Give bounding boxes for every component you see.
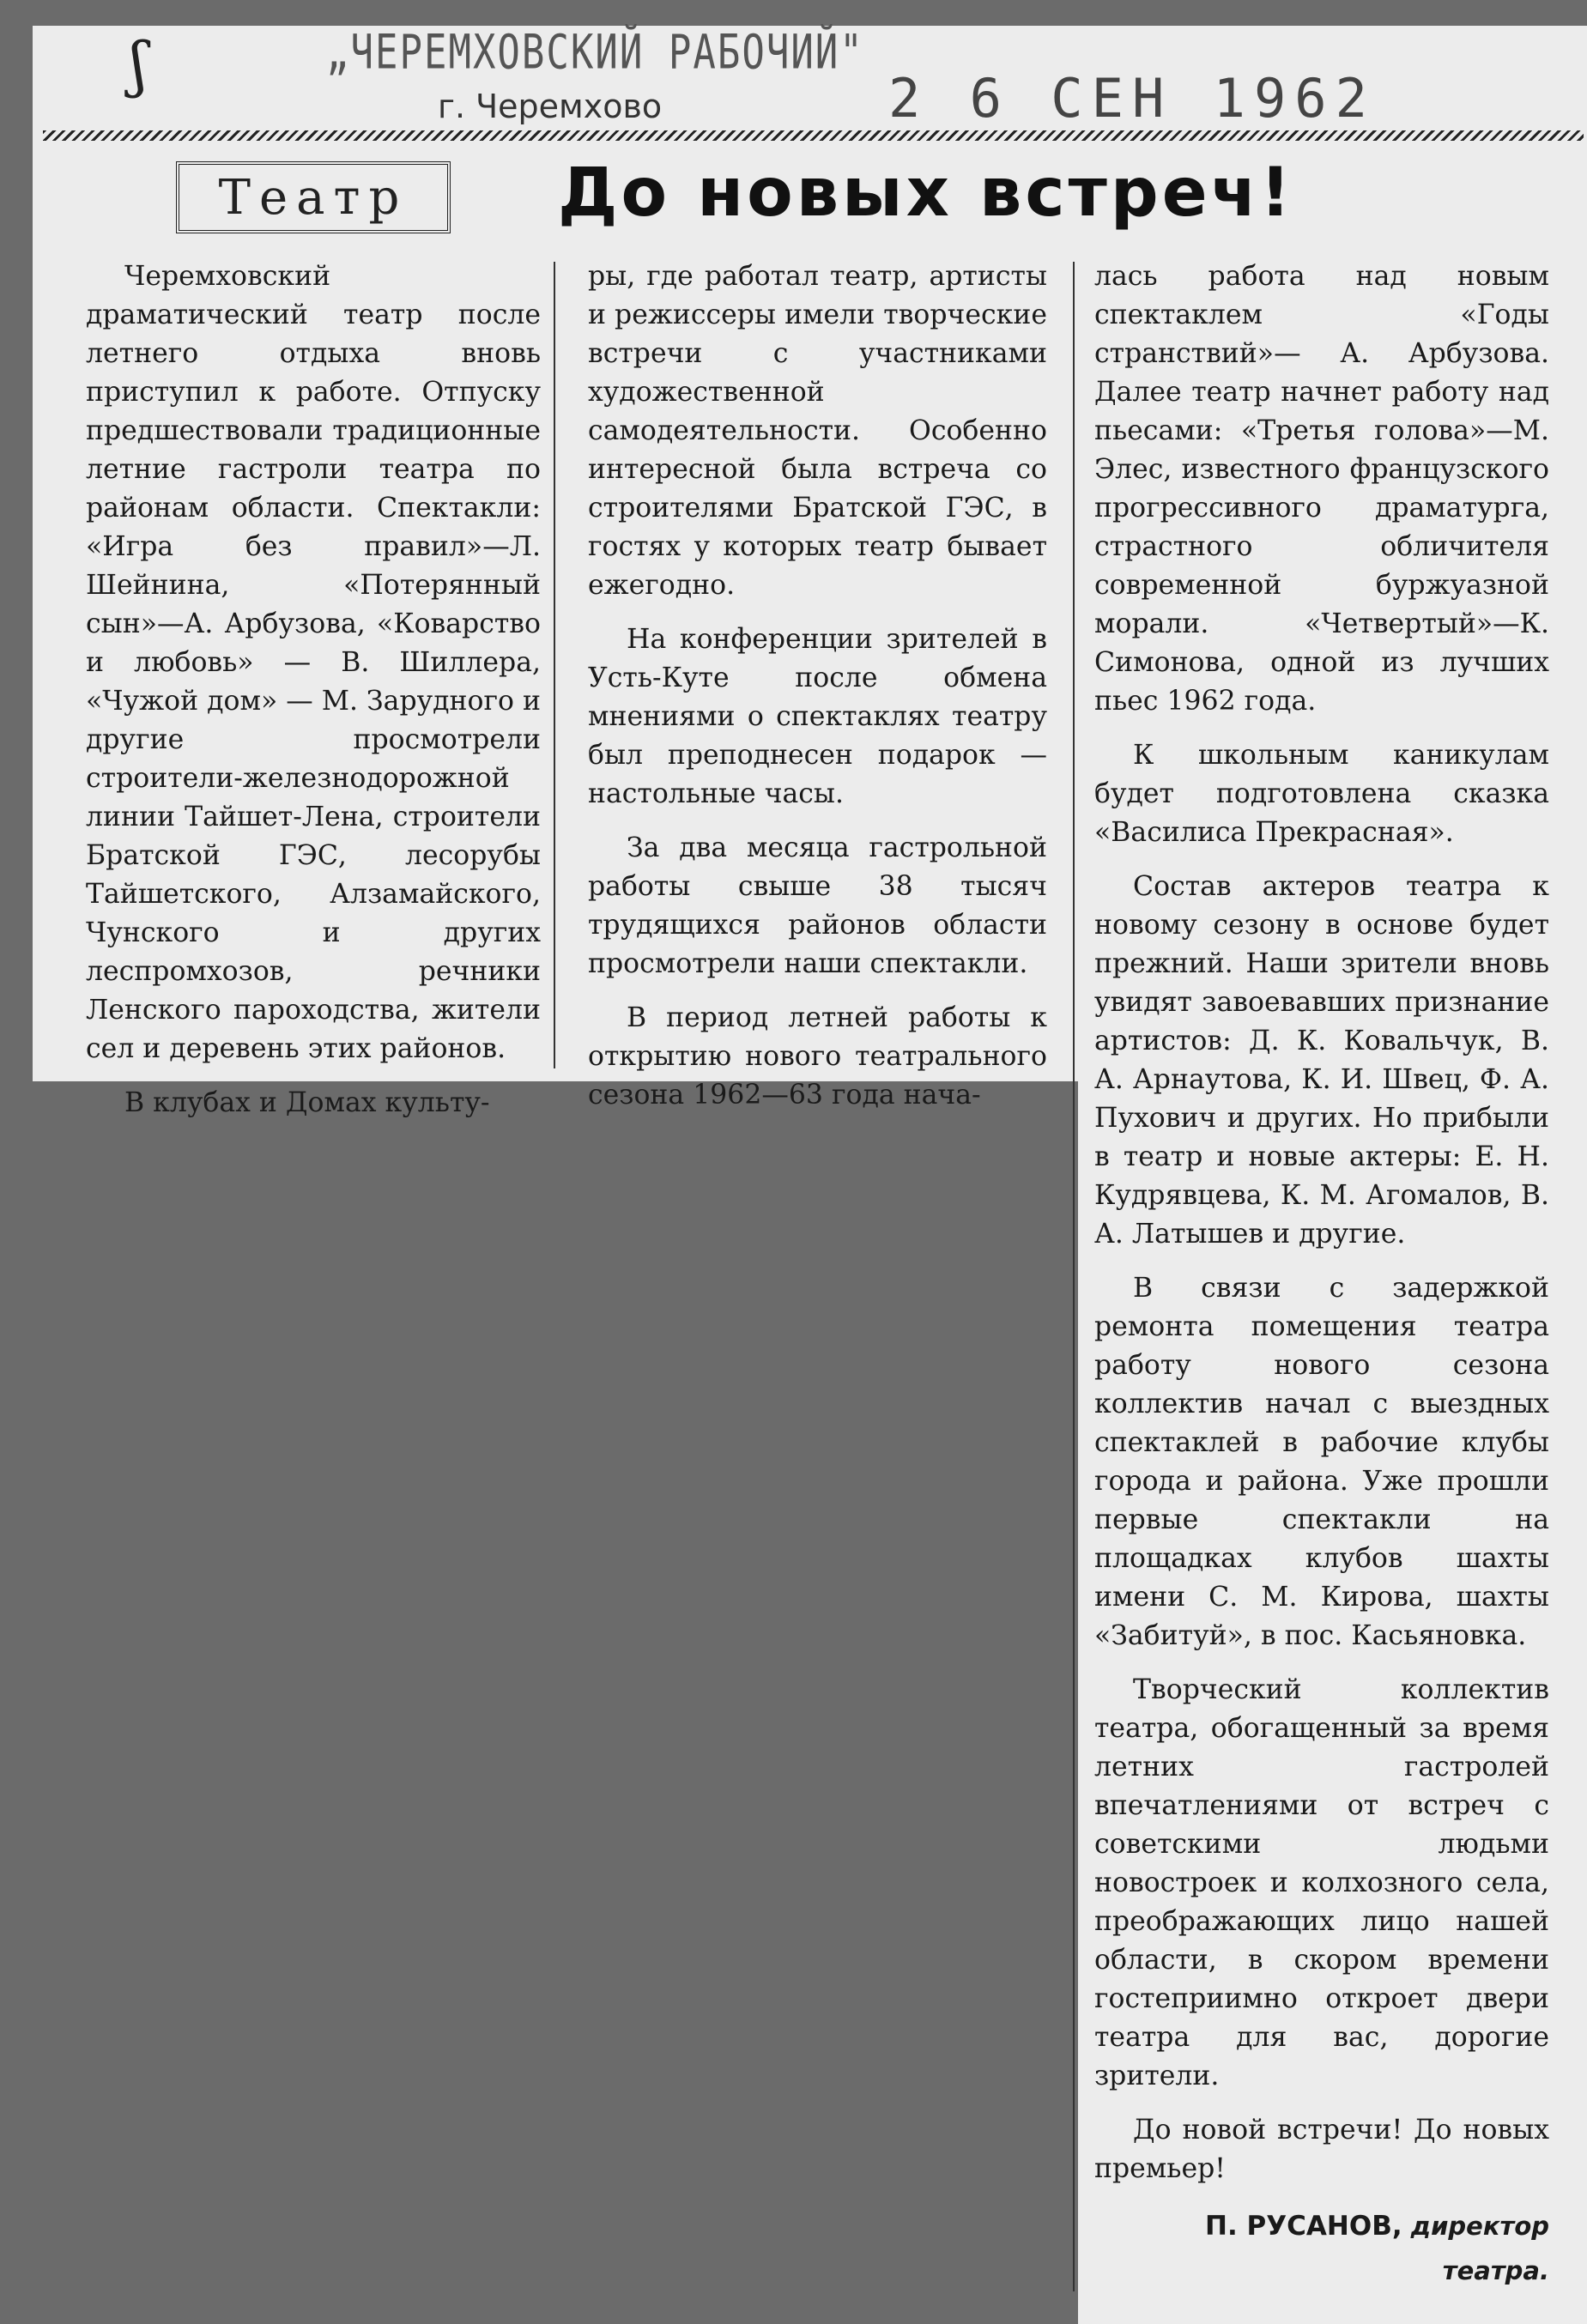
paragraph: Творческий коллектив театра, обогащенный за время летних гастролей впечатлениями от встреч с советскими людьми новостроек и колхозного села, преображающих лицо нашей области, в скором времени гостеприимно откроет двери театра для вас, дорогие зрители.	[1094, 1674, 1549, 2091]
paragraph: К школьным каникулам будет подготовлена сказка «Василиса Прекрасная».	[1094, 740, 1549, 848]
paragraph: Черемховский драматический театр после летнего отдыха вновь приступил к работе. Отпуску предшествовали традиционные летние гастроли театра по районам области. Спектакли: «Игра без правил»—Л. Шейнина, «Потерянный сын»—А. Арбузова, «Коварство и любовь» — В. Шиллера, «Чужой дом» — М. Зарудного и другие просмотрели строители-железнодорожной линии Тайшет-Лена, строители Братской ГЭС, лесорубы Тайшетского, Алзамайского, Чунского и других леспромхозов, речники Ленского пароходства, жители сел и деревень этих районов.	[86, 261, 541, 1064]
paragraph: ры, где работал театр, артисты и режиссеры имели творческие встречи с участниками художественной самодеятельности. Особенно интересной была встреча со строителями Братской ГЭС, в гостях у которых театр бывает ежегодно.	[588, 261, 1047, 601]
column-divider	[1073, 262, 1075, 1068]
header-rule	[43, 130, 1584, 141]
paragraph: На конференции зрителей в Усть-Куте после обмена мнениями о спектаклях театру был преподнесен подарок — настольные часы.	[588, 624, 1047, 809]
paragraph: В клубах и Домах культу-	[124, 1087, 490, 1118]
author-signature	[1094, 2204, 1549, 2293]
article-column-2	[588, 257, 1047, 1130]
author-name: П. РУСАНОВ,	[1205, 2211, 1402, 2242]
rubric-label: Театр	[218, 169, 409, 226]
article-column-1	[86, 257, 541, 1138]
newspaper-city: г. Черемхово	[438, 88, 663, 125]
author-role: директор театра.	[1410, 2212, 1549, 2285]
article-column-3	[1094, 257, 1549, 2309]
paragraph: Состав актеров театра к новому сезону в основе будет прежний. Наши зрители вновь увидят завоевавших признание артистов: Д. К. Ковальчук, В. А. Арнаутова, К. И. Швец, Ф. А. Пухович и других. Но прибыли в театр и новые актеры: Е. Н. Кудрявцева, К. М. Агомалов, В. А. Латышев и другие.	[1094, 871, 1549, 1250]
article-headline: До новых встреч!	[558, 154, 1294, 232]
date-stamp: 2 6 СЕН 1962	[888, 67, 1376, 130]
handwritten-mark: ʃ	[130, 29, 148, 100]
paragraph: лась работа над новым спектаклем «Годы странствий»— А. Арбузова. Далее театр начнет работу над пьесами: «Третья голова»—М. Элес, известного французского прогрессивного драматурга, страстного обличителя современной буржуазной морали. «Четвертый»—К. Симонова, одной из лучших пьес 1962 года.	[1094, 261, 1549, 717]
paragraph: За два месяца гастрольной работы свыше 38 тысяч трудящихся районов области просмотрели наши спектакли.	[588, 832, 1047, 979]
section-rubric	[176, 161, 451, 233]
column-divider	[1073, 1064, 1075, 2291]
paragraph: В период летней работы к открытию нового театрального сезона 1962—63 года нача-	[588, 1002, 1047, 1111]
paragraph: До новой встречи! До новых премьер!	[1094, 2115, 1549, 2184]
newspaper-name: „ЧЕРЕМХОВСКИЙ РАБОЧИЙ"	[326, 25, 864, 81]
column-divider	[554, 262, 555, 1068]
paragraph: В связи с задержкой ремонта помещения театра работу нового сезона коллектив начал с выездных спектаклей в рабочие клубы города и района. Уже прошли первые спектакли на площадках клубов шахты имени С. М. Кирова, шахты «Забитуй», в пос. Касьяновка.	[1094, 1273, 1549, 1651]
